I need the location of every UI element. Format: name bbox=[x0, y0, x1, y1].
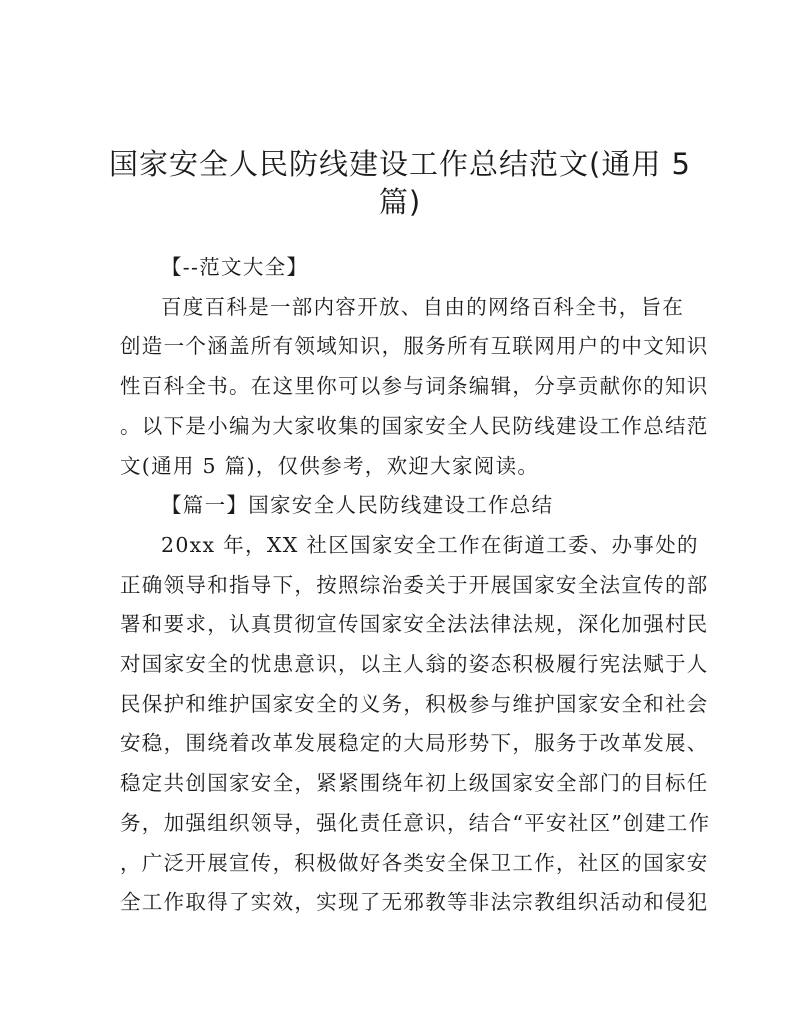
document-title bbox=[100, 145, 700, 221]
paragraph-line-6: 安稳，围绕着改革发展稳定的大局形势下，服务于改革发展、 bbox=[120, 731, 709, 756]
intro-line-4: 。以下是小编为大家收集的国家安全人民防线建设工作总结范 bbox=[120, 413, 709, 438]
paragraph-line-10: 全工作取得了实效，实现了无邪教等非法宗教组织活动和侵犯 bbox=[120, 890, 709, 915]
paragraph-line-3: 署和要求，认真贯彻宣传国家安全法法律法规，深化加强村民 bbox=[120, 612, 709, 637]
intro-line-2: 创造一个涵盖所有领域知识，服务所有互联网用户的中文知识 bbox=[120, 334, 709, 359]
paragraph-line-7: 稳定共创国家安全，紧紧围绕年初上级国家安全部门的目标任 bbox=[120, 771, 709, 796]
document-body bbox=[120, 248, 711, 923]
section-heading: 【篇一】国家安全人民防线建设工作总结 bbox=[161, 493, 554, 518]
paragraph-line-5: 民保护和维护国家安全的义务，积极参与维护国家安全和社会 bbox=[120, 691, 709, 716]
intro-line-3: 性百科全书。在这里你可以参与词条编辑，分享贡献你的知识 bbox=[120, 374, 709, 399]
paragraph-line-1: 20xx 年，XX 社区国家安全工作在街道工委、办事处的 bbox=[161, 532, 699, 557]
intro-line-5: 文(通用 5 篇)，仅供参考，欢迎大家阅读。 bbox=[120, 453, 540, 478]
paragraph-line-8: 务，加强组织领导，强化责任意识，结合“平安社区”创建工作 bbox=[120, 810, 711, 835]
paragraph-line-2: 正确领导和指导下，按照综治委关于开展国家安全法宣传的部 bbox=[120, 572, 709, 597]
paragraph-line-9: ，广泛开展宣传，积极做好各类安全保卫工作，社区的国家安 bbox=[120, 850, 709, 875]
paragraph-line-4: 对国家安全的忧患意识，以主人翁的姿态积极履行宪法赋于人 bbox=[120, 652, 709, 677]
title-line-2: 篇) bbox=[378, 185, 422, 220]
intro-line-1: 百度百科是一部内容开放、自由的网络百科全书，旨在 bbox=[161, 294, 685, 319]
category-tag: 【--范文大全】 bbox=[161, 255, 309, 279]
title-line-1: 国家安全人民防线建设工作总结范文(通用 5 bbox=[109, 147, 691, 182]
